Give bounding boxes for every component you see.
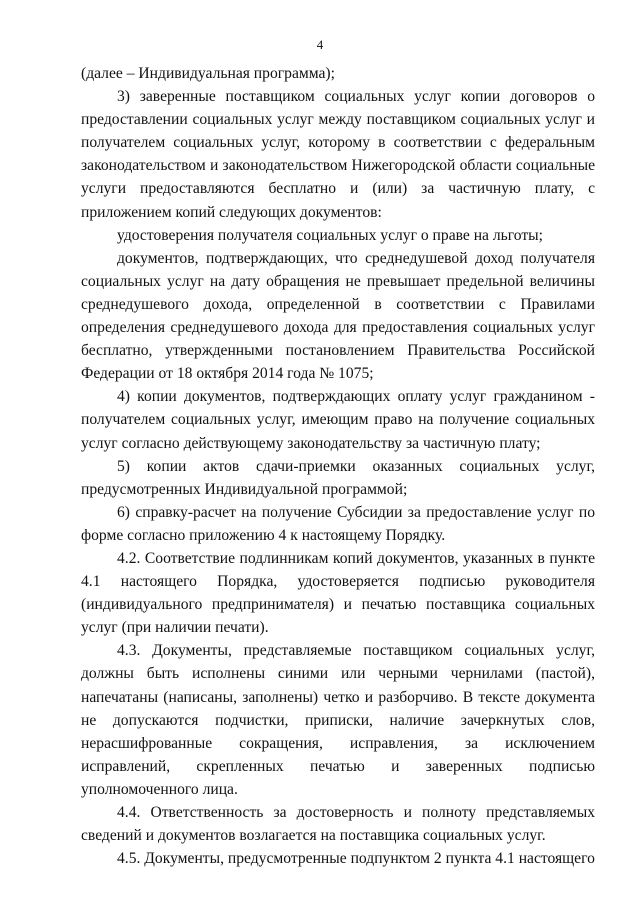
paragraph-4-2: 4.2. Соответствие подлинникам копий документов, указанных в пункте 4.1 настоящего Порядка, удостоверяется подписью руководителя (индивидуального предпринимателя) и печатью поставщика социальных услуг (при наличии печати). xyxy=(81,549,595,637)
paragraph-4-3: 4.3. Документы, представляемые поставщиком социальных услуг, должны быть исполнены синими или черными чернилами (пастой), напечатаны (написаны, заполнены) четко и разборчиво. В тексте документа не допускаются подчистки, приписки, наличие зачеркнутых слов, нерасшифрованные сокращения, исправления, за исключением исправлений, скрепленных печатью и заверенных подписью уполномоченного лица. xyxy=(81,642,595,798)
page-number: 4 xyxy=(316,37,324,52)
paragraph-continuation: (далее – Индивидуальная программа); xyxy=(81,65,335,82)
paragraph-item-4: 4) копии документов, подтверждающих оплату услуг гражданином - получателем социальных услуг, имеющим право на получение социальных услуг согласно действующему законодательству за частичную плату; xyxy=(81,388,595,452)
paragraph-income-documents: документов, подтверждающих, что среднедушевой доход получателя социальных услуг на дату обращения не превышает предельной величины среднедушевого дохода, определенной в соответствии с Правилами определения среднедушевого дохода для предоставления социальных услуг бесплатно, утвержденными постановлением Правительства Российской Федерации от 18 октября 2014 года № 1075; xyxy=(81,249,595,383)
paragraph-item-3: 3) заверенные поставщиком социальных услуг копии договоров о предоставлении социальных услуг между поставщиком социальных услуг и получателем социальных услуг, которому в соответствии с федеральным законодательством и законодательством Нижегородской области социальные услуги предоставляются бесплатно и (или) за частичную плату, с приложением копий следующих документов: xyxy=(81,88,595,221)
paragraph-item-5: 5) копии актов сдачи-приемки оказанных социальных услуг, предусмотренных Индивидуальной программой; xyxy=(81,457,595,498)
paragraph-benefit-certificate: удостоверения получателя социальных услуг о праве на льготы; xyxy=(117,226,543,244)
paragraph-4-5: 4.5. Документы, предусмотренные подпунктом 2 пункта 4.1 настоящего xyxy=(117,850,595,868)
paragraph-4-4: 4.4. Ответственность за достоверность и полноту представляемых сведений и документов возлагается на поставщика социальных услуг. xyxy=(81,804,595,845)
document-body xyxy=(81,62,595,870)
paragraph-item-6: 6) справку-расчет на получение Субсидии за предоставление услуг по форме согласно приложению 4 к настоящему Порядку. xyxy=(81,503,595,544)
